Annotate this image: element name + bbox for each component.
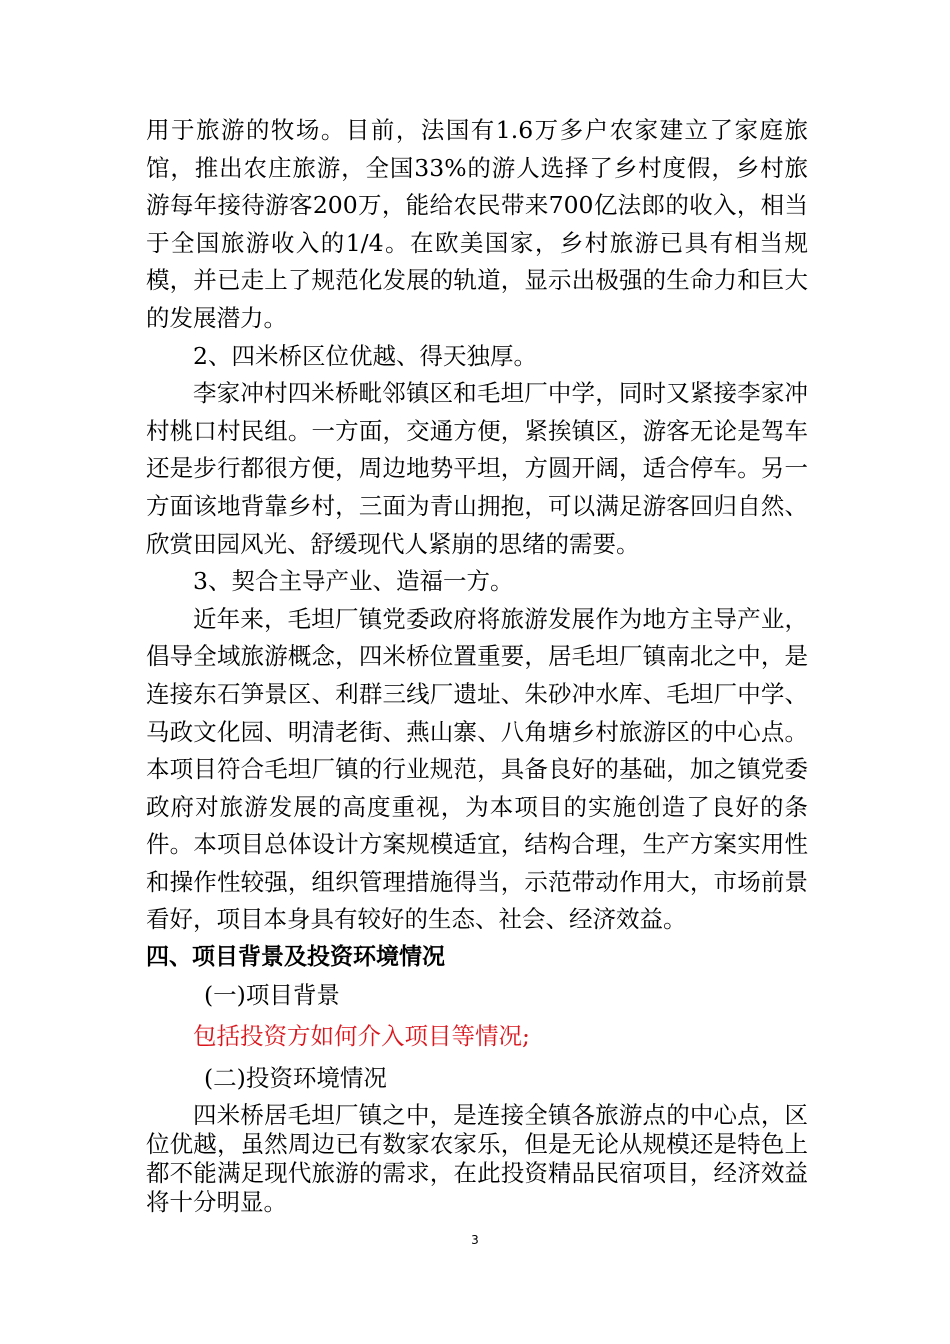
paragraph-investment-environment: 四米桥居毛坦厂镇之中，是连接全镇各旅游点的中心点，区位优越，虽然周边已有数家农家乐，但是无论从规模还是特色上都不能满足现代旅游的需求，在此投资精品民宿项目，经济效益将十分明显。 — [146, 1101, 808, 1217]
subsection-environment-title: (二)投资环境情况 — [204, 1063, 387, 1092]
point-3-heading: 3、契合主导产业、造福一方。 — [193, 567, 514, 596]
section-heading: 四、项目背景及投资环境情况 — [146, 944, 445, 971]
document-page — [146, 112, 808, 1217]
paragraph-france-rural-tourism: 用于旅游的牧场。目前，法国有1.6万多户农家建立了家庭旅馆，推出农庄旅游，全国33%的游人选择了乡村度假，乡村旅游每年接待游客200万，能给农民带来700亿法郎的收入，相当于全国旅游收入的1/4。在欧美国家，乡村旅游已具有相当规模，并已走上了规范化发展的轨道，显示出极强的生命力和巨大的发展潜力。 — [146, 116, 808, 332]
red-editor-note: 包括投资方如何介入项目等情况; — [193, 1022, 530, 1051]
paragraph-location: 李家冲村四米桥毗邻镇区和毛坦厂中学，同时又紧接李家冲村桃口村民组。一方面，交通方便，紧挨镇区，游客无论是驾车还是步行都很方便，周边地势平坦，方圆开阔，适合停车。另一方面该地背靠乡村，三面为青山拥抱，可以满足游客回归自然、欣赏田园风光、舒缓现代人紧崩的思绪的需要。 — [146, 379, 808, 558]
page-number: 3 — [471, 1233, 479, 1247]
point-2-heading: 2、四米桥区位优越、得天独厚。 — [193, 341, 537, 370]
subsection-background-title: (一)项目背景 — [204, 980, 340, 1009]
paragraph-industry: 近年来，毛坦厂镇党委政府将旅游发展作为地方主导产业，倡导全域旅游概念，四米桥位置重要，居毛坦厂镇南北之中，是连接东石笋景区、利群三线厂遗址、朱砂冲水库、毛坦厂中学、马政文化园、明清老街、燕山寨、八角塘乡村旅游区的中心点。本项目符合毛坦厂镇的行业规范，具备良好的基础，加之镇党委政府对旅游发展的高度重视，为本项目的实施创造了良好的条件。本项目总体设计方案规模适宜，结构合理，生产方案实用性和操作性较强，组织管理措施得当，示范带动作用大，市场前景看好，项目本身具有较好的生态、社会、经济效益。 — [146, 604, 808, 934]
